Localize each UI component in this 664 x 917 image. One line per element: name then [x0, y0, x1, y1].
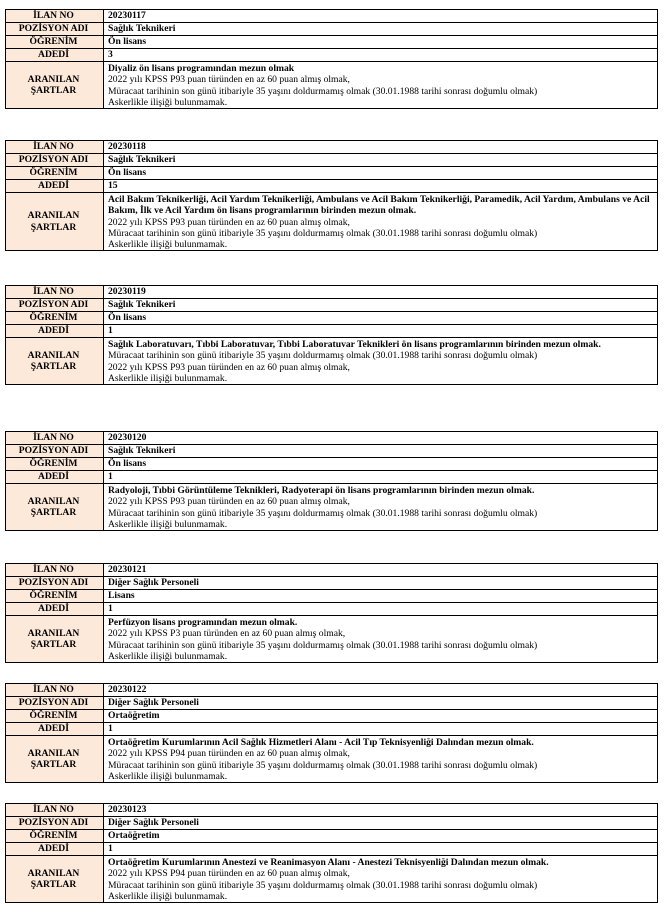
ogrenim-value: Ön lisans [104, 36, 658, 49]
requirement-kpss: 2022 yılı KPSS P93 puan türünden en az 60 puan almış olmak, [108, 361, 350, 373]
sartlar-label: ARANILAN ŞARTLAR [6, 193, 104, 251]
requirements-cell [104, 736, 658, 783]
requirement-main: Radyoloji, Tıbbi Görüntüleme Teknikleri, Radyoterapi ön lisans programlarının birinden mezun olmak. [108, 485, 535, 496]
requirement-main: Perfüzyon lisans programından mezun olmak. [108, 617, 298, 628]
requirement-kpss: 2022 yılı KPSS P93 puan türünden en az 60 puan almış olmak, [108, 74, 350, 86]
requirement-military: Askerlikle ilişiği bulunmamak. [108, 96, 228, 108]
requirement-military: Askerlikle ilişiği bulunmamak. [108, 890, 228, 902]
requirements-cell [104, 856, 658, 903]
ogrenim-label: ÖĞRENİM [6, 458, 104, 471]
listing-table [5, 9, 658, 109]
listing-table [5, 140, 658, 251]
pozisyon-label: POZİSYON ADI [6, 697, 104, 710]
requirement-age: Müracaat tarihinin son günü itibariyle 35 yaşını doldurmamış olmak (30.01.1988 tarihi sonrası doğumlu olmak) [108, 879, 538, 891]
pozisyon-label: POZİSYON ADI [6, 577, 104, 590]
ogrenim-label: ÖĞRENİM [6, 710, 104, 723]
sartlar-label: ARANILAN ŞARTLAR [6, 616, 104, 663]
requirement-main: Sağlık Laboratuvarı, Tıbbi Laboratuvar, Tıbbi Laboratuvar Teknikleri ön lisans programlarının birinden mezun olmak. [108, 339, 601, 350]
pozisyon-label: POZİSYON ADI [6, 445, 104, 458]
requirement-military: Askerlikle ilişiği bulunmamak. [108, 518, 228, 530]
ogrenim-value: Lisans [104, 590, 658, 603]
pozisyon-value: Sağlık Teknikeri [104, 299, 658, 312]
requirement-military: Askerlikle ilişiği bulunmamak. [108, 650, 228, 662]
listing-table [5, 683, 658, 783]
ogrenim-value: Ön lisans [104, 312, 658, 325]
ilan-no-label: İLAN NO [6, 804, 104, 817]
requirements-cell [104, 616, 658, 663]
adedi-label: ADEDİ [6, 471, 104, 484]
requirement-kpss: 2022 yılı KPSS P94 puan türünden en az 60 puan almış olmak, [108, 748, 350, 760]
requirement-age: Müracaat tarihinin son günü itibariyle 35 yaşını doldurmamış olmak (30.01.1988 tarihi sonrası doğumlu olmak) [108, 350, 538, 362]
requirement-age: Müracaat tarihinin son günü itibariyle 35 yaşını doldurmamış olmak (30.01.1988 tarihi sonrası doğumlu olmak) [108, 227, 538, 239]
ilan-no-value: 20230120 [104, 432, 658, 445]
pozisyon-label: POZİSYON ADI [6, 154, 104, 167]
adedi-label: ADEDİ [6, 603, 104, 616]
pozisyon-label: POZİSYON ADI [6, 817, 104, 830]
adedi-value: 15 [104, 180, 658, 193]
listing-table [5, 803, 658, 903]
requirements-cell [104, 193, 658, 251]
ilan-no-label: İLAN NO [6, 564, 104, 577]
requirement-military: Askerlikle ilişiği bulunmamak. [108, 372, 228, 384]
ogrenim-label: ÖĞRENİM [6, 167, 104, 180]
ilan-no-value: 20230118 [104, 141, 658, 154]
requirement-age: Müracaat tarihinin son günü itibariyle 35 yaşını doldurmamış olmak (30.01.1988 tarihi sonrası doğumlu olmak) [108, 85, 538, 97]
adedi-value: 1 [104, 723, 658, 736]
requirement-military: Askerlikle ilişiği bulunmamak. [108, 770, 228, 782]
requirements-cell [104, 62, 658, 109]
adedi-label: ADEDİ [6, 843, 104, 856]
ogrenim-label: ÖĞRENİM [6, 590, 104, 603]
pozisyon-label: POZİSYON ADI [6, 23, 104, 36]
requirement-kpss: 2022 yılı KPSS P93 puan türünden en az 60 puan almış olmak, [108, 216, 350, 228]
ogrenim-value: Ortaöğretim [104, 830, 658, 843]
ilan-no-label: İLAN NO [6, 684, 104, 697]
adedi-value: 3 [104, 49, 658, 62]
requirements-cell [104, 338, 658, 385]
requirement-main: Diyaliz ön lisans programından mezun olmak [108, 63, 295, 74]
ilan-no-value: 20230119 [104, 286, 658, 299]
ilan-no-value: 20230121 [104, 564, 658, 577]
requirement-age: Müracaat tarihinin son günü itibariyle 35 yaşını doldurmamış olmak (30.01.1988 tarihi sonrası doğumlu olmak) [108, 507, 538, 519]
pozisyon-label: POZİSYON ADI [6, 299, 104, 312]
requirement-kpss: 2022 yılı KPSS P3 puan türünden en az 60 puan almış olmak, [108, 628, 346, 640]
requirement-main: Ortaöğretim Kurumlarının Acil Sağlık Hizmetleri Alanı - Acil Tıp Teknisyenliği Dalından mezun olmak. [108, 737, 534, 748]
adedi-label: ADEDİ [6, 325, 104, 338]
adedi-label: ADEDİ [6, 723, 104, 736]
ilan-no-value: 20230117 [104, 10, 658, 23]
ilan-no-label: İLAN NO [6, 10, 104, 23]
pozisyon-value: Diğer Sağlık Personeli [104, 577, 658, 590]
ilan-no-value: 20230122 [104, 684, 658, 697]
ogrenim-label: ÖĞRENİM [6, 830, 104, 843]
requirement-main: Ortaöğretim Kurumlarının Anestezi ve Reanimasyon Alanı - Anestezi Teknisyenliği Dalından mezun olmak. [108, 857, 549, 868]
listing-table [5, 563, 658, 663]
ogrenim-label: ÖĞRENİM [6, 36, 104, 49]
ogrenim-value: Ortaöğretim [104, 710, 658, 723]
listing-table [5, 431, 658, 531]
adedi-label: ADEDİ [6, 49, 104, 62]
adedi-value: 1 [104, 471, 658, 484]
adedi-value: 1 [104, 603, 658, 616]
requirement-military: Askerlikle ilişiği bulunmamak. [108, 239, 228, 251]
pozisyon-value: Sağlık Teknikeri [104, 154, 658, 167]
sartlar-label: ARANILAN ŞARTLAR [6, 338, 104, 385]
adedi-label: ADEDİ [6, 180, 104, 193]
requirement-age: Müracaat tarihinin son günü itibariyle 35 yaşını doldurmamış olmak (30.01.1988 tarihi sonrası doğumlu olmak) [108, 759, 538, 771]
sartlar-label: ARANILAN ŞARTLAR [6, 736, 104, 783]
listing-table [5, 285, 658, 385]
ilan-no-value: 20230123 [104, 804, 658, 817]
ilan-no-label: İLAN NO [6, 141, 104, 154]
requirement-kpss: 2022 yılı KPSS P93 puan türünden en az 60 puan almış olmak, [108, 496, 350, 508]
ogrenim-label: ÖĞRENİM [6, 312, 104, 325]
ilan-no-label: İLAN NO [6, 286, 104, 299]
sartlar-label: ARANILAN ŞARTLAR [6, 856, 104, 903]
ogrenim-value: Ön lisans [104, 167, 658, 180]
requirement-main: Acil Bakım Teknikerliği, Acil Yardım Teknikerliği, Ambulans ve Acil Bakım Teknikerliği, Paramedik, Acil Yardım, Ambulans ve Acil Bakım, İlk ve Acil Yardım ön lisans programlarının birinden mezun olmak. [108, 194, 650, 217]
pozisyon-value: Sağlık Teknikeri [104, 23, 658, 36]
pozisyon-value: Diğer Sağlık Personeli [104, 817, 658, 830]
sartlar-label: ARANILAN ŞARTLAR [6, 484, 104, 531]
sartlar-label: ARANILAN ŞARTLAR [6, 62, 104, 109]
ilan-no-label: İLAN NO [6, 432, 104, 445]
pozisyon-value: Sağlık Teknikeri [104, 445, 658, 458]
adedi-value: 1 [104, 325, 658, 338]
requirement-age: Müracaat tarihinin son günü itibariyle 35 yaşını doldurmamış olmak (30.01.1988 tarihi sonrası doğumlu olmak) [108, 639, 538, 651]
adedi-value: 1 [104, 843, 658, 856]
requirements-cell [104, 484, 658, 531]
pozisyon-value: Diğer Sağlık Personeli [104, 697, 658, 710]
requirement-kpss: 2022 yılı KPSS P94 puan türünden en az 60 puan almış olmak, [108, 868, 350, 880]
ogrenim-value: Ön lisans [104, 458, 658, 471]
